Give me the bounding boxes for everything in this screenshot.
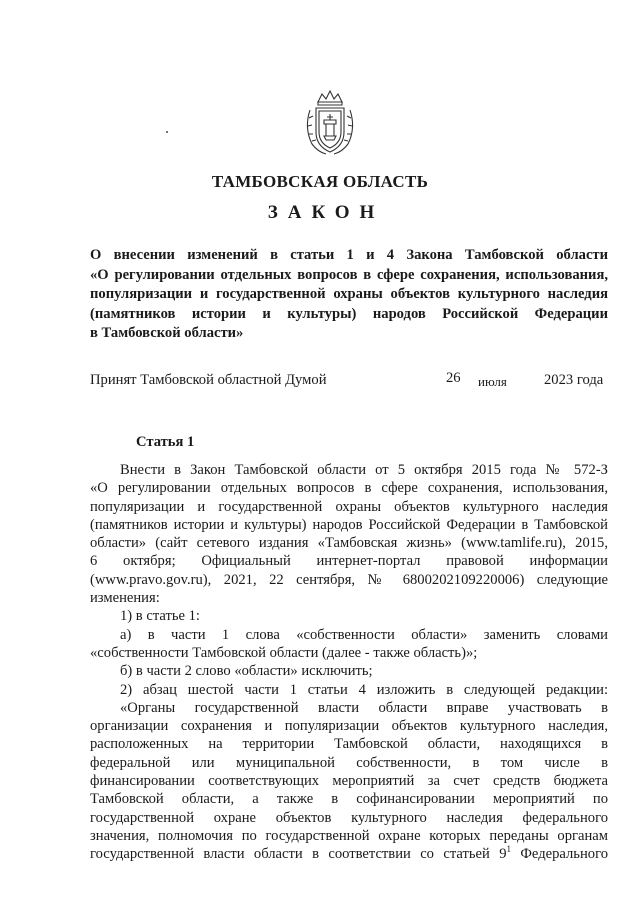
title-line: популяризации и государственной охраны объектов культурного наследия (90, 286, 608, 302)
body-line: финансировании соответствующих мероприятий за счет средств бюджета (90, 773, 608, 790)
body-line: 6 октября; Официальный интернет-портал правовой информации (90, 553, 608, 570)
body-line: «Органы государственной власти области вправе участвовать в (120, 699, 608, 716)
tambov-coat-of-arms-icon (300, 88, 360, 158)
adoption-year: 2023 года (544, 372, 604, 388)
body-line-last (90, 845, 608, 863)
title-line: О внесении изменений в статьи 1 и 4 Закона Тамбовской области (90, 247, 608, 263)
body-line: расположенных на территории Тамбовской области, находящихся в (90, 736, 608, 753)
body-line: значения, полномочия по государственной охране которых переданы органам (90, 827, 608, 844)
adoption-day: 26 (446, 370, 461, 386)
body-line: федеральной или муниципальной собственности, в том числе в (90, 754, 608, 771)
adoption-label: Принят Тамбовской областной Думой (90, 372, 327, 388)
title-line: в Тамбовской области» (90, 325, 244, 341)
article-body (90, 461, 608, 864)
body-line-text: государственной власти области в соответствии со статьей 9 (90, 846, 507, 863)
body-line: Внести в Закон Тамбовской области от 5 октября 2015 года № 572-З (120, 462, 608, 478)
document-type: ЗАКОН (267, 202, 385, 223)
scan-speck (166, 131, 168, 133)
adoption-month: июля (478, 374, 507, 389)
body-line: организации сохранения и популяризации объектов культурного наследия, (90, 718, 608, 735)
body-line: б) в части 2 слово «области» исключить; (120, 663, 373, 680)
body-line: государственной охране объектов культурного наследия федерального (90, 809, 608, 826)
law-title (90, 246, 608, 344)
body-line: популяризации и государственной охраны объектов культурного наследия (90, 498, 608, 515)
body-line: Тамбовской области, а также в софинансировании мероприятий по (90, 791, 608, 808)
superscript: 1 (506, 844, 512, 855)
title-line: (памятников истории и культуры) народов Российской Федерации (90, 305, 608, 322)
body-line: 2) абзац шестой части 1 статьи 4 изложить в следующей редакции: (120, 681, 608, 698)
body-line: 1) в статье 1: (120, 608, 200, 625)
body-line: «собственности Тамбовской области (далее - также область)»; (90, 644, 478, 661)
body-line: (www.pravo.gov.ru), 2021, 22 сентября, № 6800202109220006) следующие (90, 571, 608, 588)
region-name: ТАМБОВСКАЯ ОБЛАСТЬ (211, 172, 429, 191)
body-line-tail: Федерального (511, 846, 608, 863)
body-line: области» (сайт сетевого издания «Тамбовская жизнь» (www.tamlife.ru), 2015, (90, 535, 608, 552)
title-line: «О регулировании отдельных вопросов в сфере сохранения, использования, (90, 266, 608, 283)
article-heading: Статья 1 (136, 434, 195, 450)
body-line: изменения: (90, 590, 160, 607)
body-line: (памятников истории и культуры) народов Российской Федерации в Тамбовской (90, 516, 608, 533)
body-line: «О регулировании отдельных вопросов в сфере сохранения, использования, (90, 480, 608, 497)
body-line: а) в части 1 слова «собственности области» заменить словами (120, 626, 608, 643)
